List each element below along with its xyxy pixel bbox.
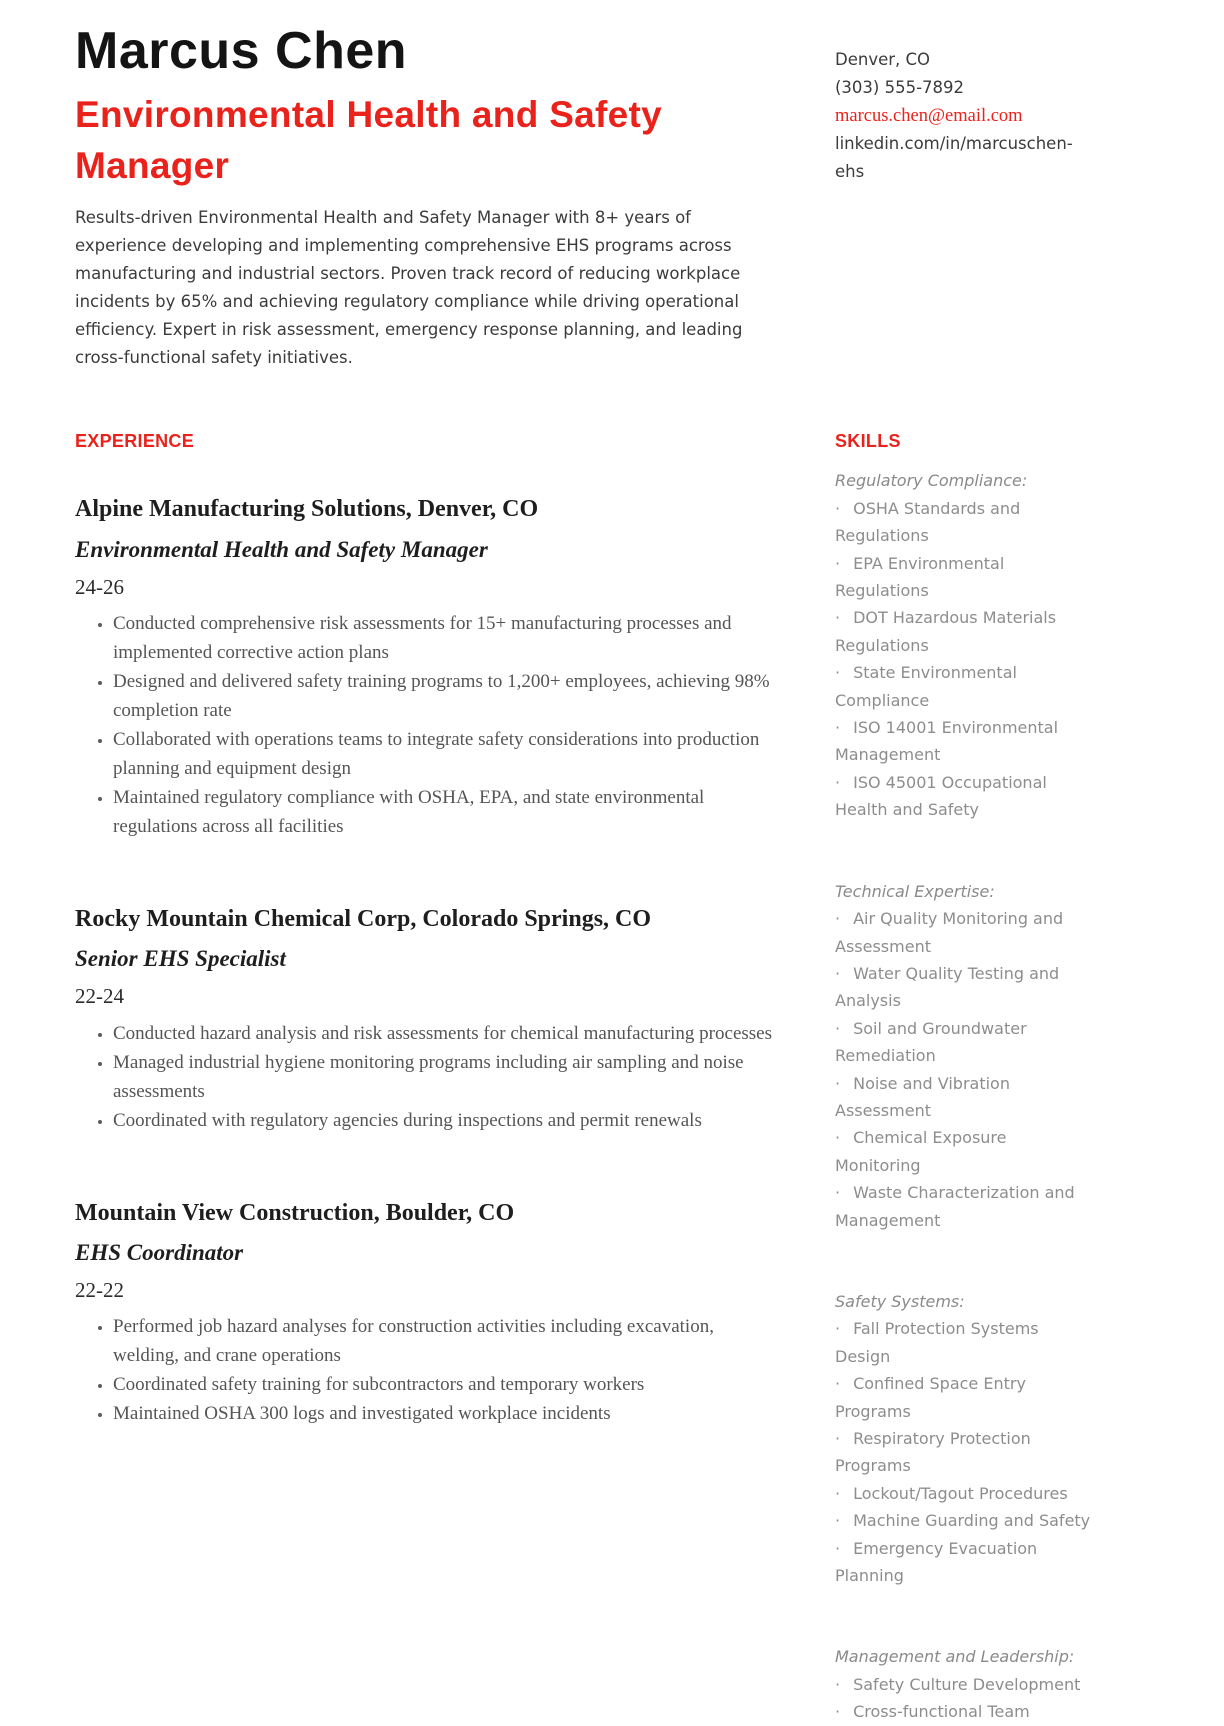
- skill-list: [835, 1315, 1097, 1589]
- skill-item: · Machine Guarding and Safety: [835, 1507, 1097, 1534]
- skill-group-label: Safety Systems:: [835, 1291, 965, 1311]
- skill-item: · Air Quality Monitoring and Assessment: [835, 905, 1097, 960]
- bullet-item: • Designed and delivered safety training programs to 1,200+ employees, achieving 98% completion rate: [113, 667, 775, 725]
- skill-group-label: Regulatory Compliance:: [835, 471, 1028, 491]
- job-company: Alpine Manufacturing Solutions, Denver, CO: [75, 496, 539, 523]
- skill-item: · Lockout/Tagout Procedures: [835, 1480, 1097, 1507]
- skill-group-label: Management and Leadership:: [835, 1647, 1075, 1667]
- skills-section: [835, 430, 1097, 1726]
- bullet-item: • Managed industrial hygiene monitoring programs including air sampling and noise assessments: [113, 1048, 775, 1106]
- job-company: Mountain View Construction, Boulder, CO: [75, 1199, 515, 1226]
- skill-item: · Respiratory Protection Programs: [835, 1425, 1097, 1480]
- skill-item: · Confined Space Entry Programs: [835, 1370, 1097, 1425]
- job-dates: 22-22: [75, 1277, 124, 1302]
- job-entry: [75, 493, 775, 841]
- resume-header: [75, 20, 775, 372]
- experience-heading: EXPERIENCE: [75, 431, 195, 452]
- professional-summary: Results-driven Environmental Health and Safety Manager with 8+ years of experience developing and implementing comprehensive EHS programs across manufacturing and industrial sectors. Proven track record of reducing workplace incidents by 65% and achieving regulatory compliance while driving operational efficiency. Expert in risk assessment, emergency response planning, and leading cross-functional safety initiatives.: [75, 208, 743, 368]
- bullet-item: • Coordinated safety training for subcontractors and temporary workers: [113, 1370, 775, 1399]
- skill-group: [835, 878, 1097, 1234]
- skill-list: [835, 1671, 1097, 1726]
- bullet-item: • Performed job hazard analyses for construction activities including excavation, welding, and crane operations: [113, 1312, 775, 1370]
- contact-info: [835, 46, 1097, 372]
- contact-location: Denver, CO: [835, 50, 931, 69]
- skill-group-label: Technical Expertise:: [835, 881, 995, 901]
- skill-item: · OSHA Standards and Regulations: [835, 495, 1097, 550]
- contact-email-link[interactable]: marcus.chen@email.com: [835, 106, 1023, 126]
- skill-item: · Water Quality Testing and Analysis: [835, 960, 1097, 1015]
- job-role: Senior EHS Specialist: [75, 946, 286, 972]
- experience-section: [75, 430, 775, 1726]
- skill-item: · Cross-functional Team: [835, 1698, 1097, 1725]
- job-company: Rocky Mountain Chemical Corp, Colorado Springs, CO: [75, 905, 652, 932]
- skill-list: [835, 495, 1097, 824]
- bullet-item: • Collaborated with operations teams to integrate safety considerations into production planning and equipment design: [113, 725, 775, 783]
- bullet-item: • Maintained OSHA 300 logs and investigated workplace incidents: [113, 1399, 775, 1428]
- bullet-item: • Conducted hazard analysis and risk assessments for chemical manufacturing processes: [113, 1019, 775, 1048]
- skill-item: · Noise and Vibration Assessment: [835, 1070, 1097, 1125]
- bullet-item: • Maintained regulatory compliance with OSHA, EPA, and state environmental regulations across all facilities: [113, 783, 775, 841]
- job-role: Environmental Health and Safety Manager: [75, 536, 488, 562]
- skills-heading: SKILLS: [835, 431, 901, 452]
- skill-item: · Emergency Evacuation Planning: [835, 1535, 1097, 1590]
- job-role: EHS Coordinator: [75, 1239, 244, 1265]
- skill-item: · Safety Culture Development: [835, 1671, 1097, 1698]
- skill-item: · EPA Environmental Regulations: [835, 550, 1097, 605]
- skill-item: · ISO 45001 Occupational Health and Safety: [835, 769, 1097, 824]
- skill-item: · Waste Characterization and Management: [835, 1179, 1097, 1234]
- skill-item: · ISO 14001 Environmental Management: [835, 714, 1097, 769]
- candidate-name: Marcus Chen: [75, 22, 408, 80]
- skill-list: [835, 905, 1097, 1234]
- skill-item: · Chemical Exposure Monitoring: [835, 1124, 1097, 1179]
- job-bullet-list: [75, 1312, 775, 1428]
- skill-item: · DOT Hazardous Materials Regulations: [835, 604, 1097, 659]
- bullet-item: • Conducted comprehensive risk assessments for 15+ manufacturing processes and implemented corrective action plans: [113, 609, 775, 667]
- contact-linkedin: linkedin.com/in/marcuschen-ehs: [835, 134, 1073, 181]
- contact-phone: (303) 555-7892: [835, 78, 965, 97]
- skill-group: [835, 1643, 1097, 1725]
- skill-item: · Fall Protection Systems Design: [835, 1315, 1097, 1370]
- skill-item: · State Environmental Compliance: [835, 659, 1097, 714]
- job-entry: [75, 1197, 775, 1429]
- job-bullet-list: [75, 1019, 775, 1135]
- job-dates: 24-26: [75, 574, 124, 599]
- job-bullet-list: [75, 609, 775, 841]
- skill-group: [835, 467, 1097, 823]
- skill-group: [835, 1288, 1097, 1589]
- bullet-item: • Coordinated with regulatory agencies during inspections and permit renewals: [113, 1106, 775, 1135]
- candidate-title: Environmental Health and Safety Manager: [75, 94, 663, 186]
- job-dates: 22-24: [75, 984, 124, 1009]
- skill-item: · Soil and Groundwater Remediation: [835, 1015, 1097, 1070]
- job-entry: [75, 903, 775, 1135]
